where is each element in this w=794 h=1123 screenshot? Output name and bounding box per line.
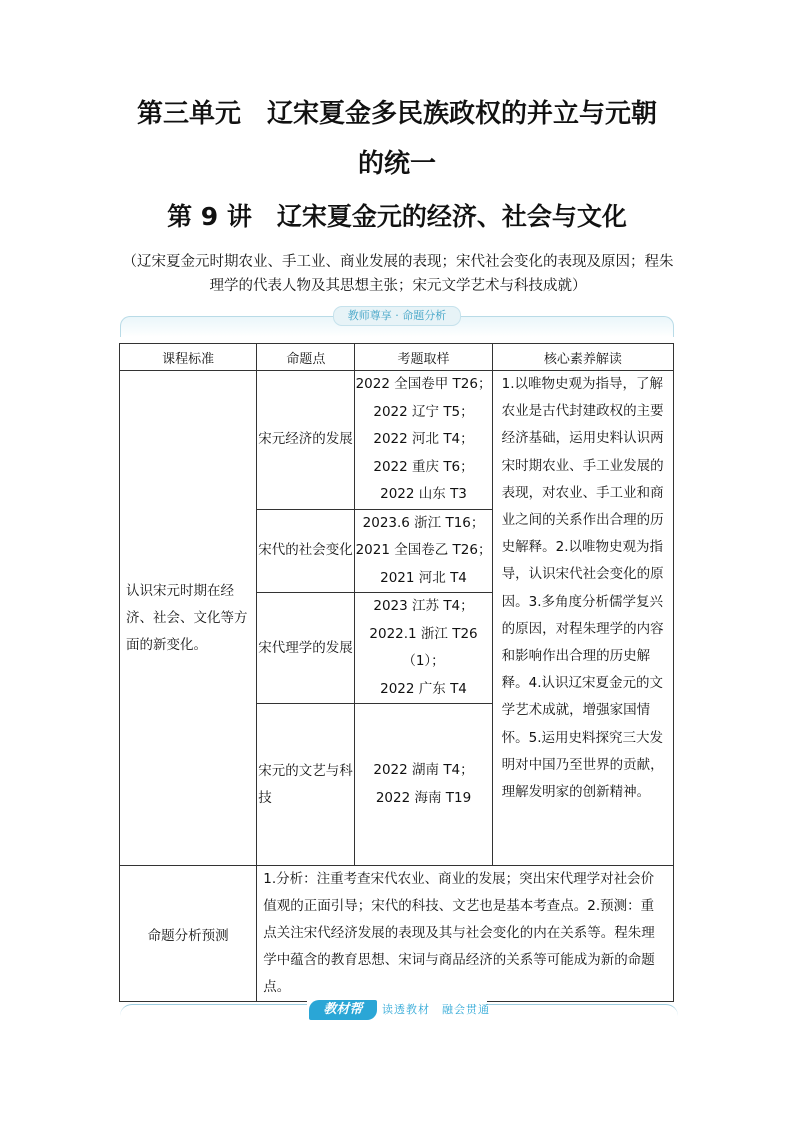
- header-examples: 考题取样: [355, 344, 492, 371]
- example-item: 2022 辽宁 T5；: [373, 403, 474, 420]
- lecture-title: 第 9 讲 辽宋夏金元的经济、社会与文化: [167, 202, 627, 231]
- textbook-logo: 教材帮: [309, 1000, 377, 1020]
- lecture-scope: （辽宋夏金元时期农业、手工业、商业发展的表现；宋代社会变化的表现及原因；程朱理学的代表人物及其思想主张；宋元文学艺术与科技成就）: [122, 254, 674, 294]
- header-point: 命题点: [257, 344, 355, 371]
- example-item: 2022 广东 T4: [380, 680, 467, 697]
- point-cell: 宋元的文艺与科技: [257, 704, 355, 866]
- example-item: 2022 河北 T4；: [373, 431, 474, 447]
- example-item: 2022 山东 T3: [380, 486, 467, 502]
- examples-cell: [355, 593, 492, 704]
- unit-title-continued: 的统一: [357, 149, 436, 179]
- point-cell: 宋代的社会变化: [257, 509, 355, 593]
- example-item: 2022 重庆 T6；: [373, 458, 474, 475]
- example-item: 2023.6 浙江 T16；: [362, 514, 485, 531]
- example-item: 2022 海南 T19: [375, 789, 472, 806]
- example-item: 2021 河北 T4: [380, 569, 467, 586]
- examples-cell: [355, 371, 492, 510]
- point-cell: 宋代理学的发展: [257, 593, 355, 704]
- section-band-label: 教师尊享 · 命题分析: [333, 306, 461, 326]
- core-literacy-cell: 1.以唯物史观为指导，了解农业是古代封建政权的主要经济基础，运用史料认识两宋时期农业、手工业发展的表现，对农业、手工业和商业之间的关系作出合理的历史解释。2.以唯物史观为指导，认识宋代社会变化的原因。3.多角度分析儒学复兴的原因，对程朱理学的内容和影响作出合理的历史解释。4.认识辽宋夏金元的文学艺术成就，增强家国情怀。5.运用史料探究三大发明对中国乃至世界的贡献，理解发明家的创新精神。: [492, 371, 673, 866]
- course-standard-cell: 认识宋元时期在经济、社会、文化等方面的新变化。: [120, 371, 257, 866]
- example-item: 2022 湖南 T4；: [373, 762, 474, 778]
- analysis-row: [120, 866, 674, 1002]
- table-row: [120, 371, 674, 510]
- examples-cell: [355, 509, 492, 593]
- point-cell: 宋元经济的发展: [257, 371, 355, 510]
- example-item: 2022 全国卷甲 T26；: [355, 376, 492, 392]
- analysis-label-cell: 命题分析预测: [120, 866, 257, 1002]
- example-item: 2021 全国卷乙 T26；: [355, 542, 492, 558]
- table-header-row: [120, 344, 674, 371]
- example-item: （1）；: [402, 653, 445, 669]
- unit-title: 第三单元 辽宋夏金多民族政权的并立与元朝: [136, 99, 657, 129]
- header-core: 核心素养解读: [492, 344, 673, 371]
- footer-slogan: 读透教材 融会贯通: [382, 1003, 490, 1016]
- example-item: 2023 江苏 T4；: [373, 598, 474, 614]
- examples-cell: [355, 704, 492, 866]
- example-item: 2022.1 浙江 T26: [369, 625, 478, 642]
- analysis-content-cell: 1.分析：注重考查宋代农业、商业的发展；突出宋代理学对社会价值观的正面引导；宋代的科技、文艺也是基本考查点。2.预测：重点关注宋代经济发展的表现及其与社会变化的内在关系等。程朱理学中蕴含的教育思想、宋词与商品经济的关系等可能成为新的命题点。: [257, 866, 674, 1002]
- course-analysis-table: [119, 343, 674, 1002]
- header-standard: 课程标准: [120, 344, 257, 371]
